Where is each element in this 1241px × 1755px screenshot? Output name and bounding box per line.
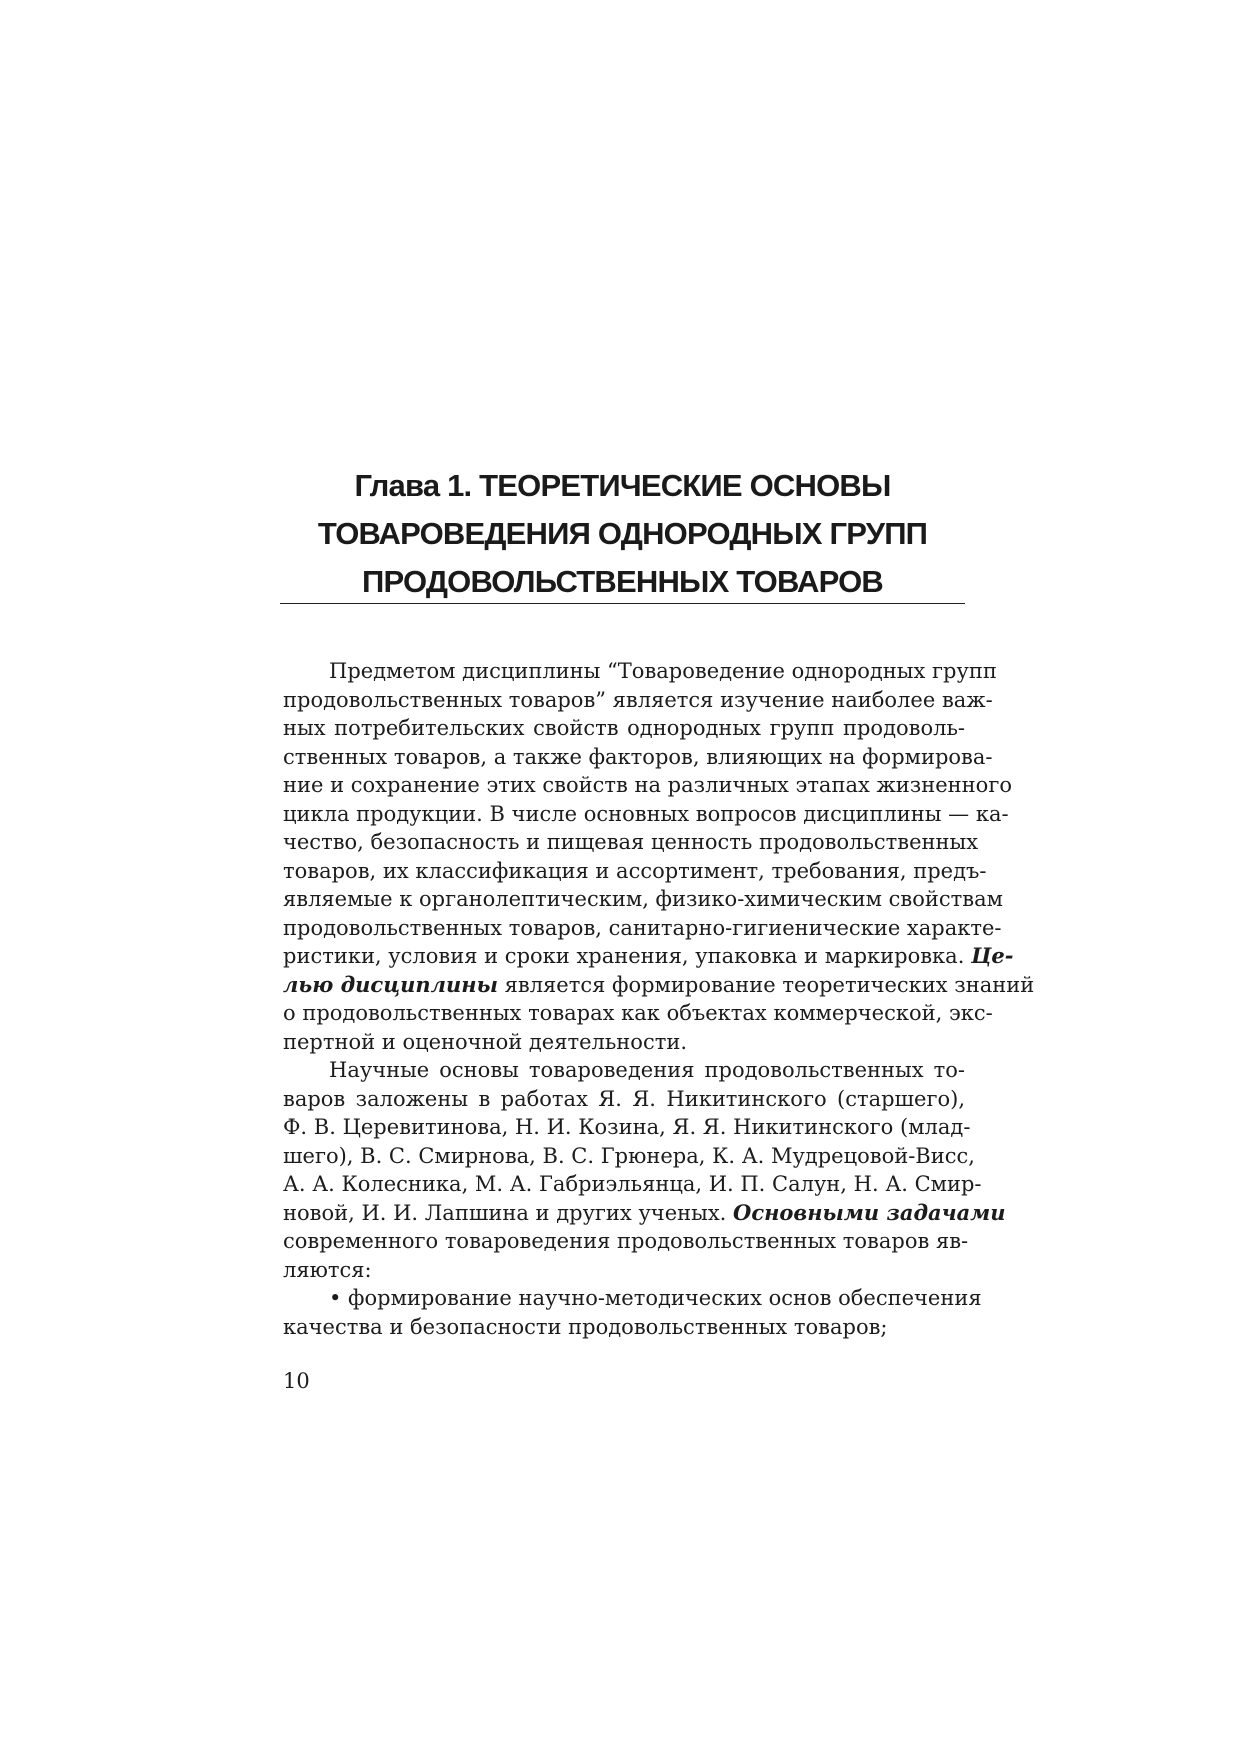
emphasized-term: Це- (971, 943, 1014, 968)
text-line: цикла продукции. В числе основных вопросов дисциплины — ка- (283, 801, 1009, 826)
text-line: ляются: (283, 1257, 372, 1282)
text-line: товаров, их классификация и ассортимент, требования, предъ- (283, 858, 987, 883)
text-segment: ристики, условия и сроки хранения, упаковка и маркировка. (283, 944, 965, 968)
chapter-title-line: ПРОДОВОЛЬСТВЕННЫХ ТОВАРОВ (362, 564, 883, 599)
text-line: продовольственных товаров, санитарно-гигиенические характе- (283, 915, 1002, 940)
text-line: ственных товаров, а также факторов, влияющих на формирова- (283, 744, 993, 769)
text-line (283, 971, 1035, 1000)
text-line: Предметом дисциплины “Товароведение однородных групп (329, 659, 997, 683)
chapter-title (280, 462, 965, 606)
page-number: 10 (283, 1369, 310, 1393)
bullet-item-line: • формирование научно-методических основ обеспечения (329, 1286, 982, 1310)
text-segment: является формирование теоретических знаний (497, 972, 1035, 997)
text-line (283, 1199, 1006, 1228)
title-divider (280, 603, 965, 604)
text-line: А. А. Колесника, М. А. Габриэльянца, И. П. Салун, Н. А. Смир- (283, 1172, 982, 1196)
text-line: шего), В. С. Смирнова, В. С. Грюнера, К. А. Мудрецовой-Висс, (283, 1143, 975, 1168)
emphasized-term: Основными задачами (733, 1199, 1006, 1225)
text-line: ных потребительских свойств однородных групп продоволь- (283, 716, 965, 740)
chapter-title-line: Глава 1. ТЕОРЕТИЧЕСКИЕ ОСНОВЫ (354, 468, 891, 503)
text-line: ние и сохранение этих свойств на различных этапах жизненного (283, 773, 1012, 797)
text-line: современного товароведения продовольственных товаров яв- (283, 1229, 969, 1253)
text-line: Научные основы товароведения продовольственных то- (329, 1058, 965, 1082)
emphasized-term: лью дисциплины (283, 971, 498, 997)
text-line: Ф. В. Церевитинова, Н. И. Козина, Я. Я. Никитинского (млад- (283, 1115, 971, 1139)
text-line: о продовольственных товарах как объектах коммерческой, экс- (283, 1001, 993, 1025)
text-line: являемые к органолептическим, физико-химическим свойствам (283, 887, 1003, 911)
text-line: чество, безопасность и пищевая ценность продовольственных (283, 830, 979, 854)
body-text (283, 657, 1035, 1341)
text-segment: новой, И. И. Лапшина и других ученых. (283, 1200, 734, 1225)
text-line: продовольственных товаров” является изучение наиболее важ- (283, 687, 993, 712)
bullet-item-line: качества и безопасности продовольственных товаров; (283, 1314, 888, 1339)
text-line (283, 942, 1014, 971)
text-line: варов заложены в работах Я. Я. Никитинского (старшего), (283, 1086, 965, 1111)
text-line: пертной и оценочной деятельности. (283, 1029, 687, 1054)
chapter-title-line: ТОВАРОВЕДЕНИЯ ОДНОРОДНЫХ ГРУПП (317, 516, 928, 551)
